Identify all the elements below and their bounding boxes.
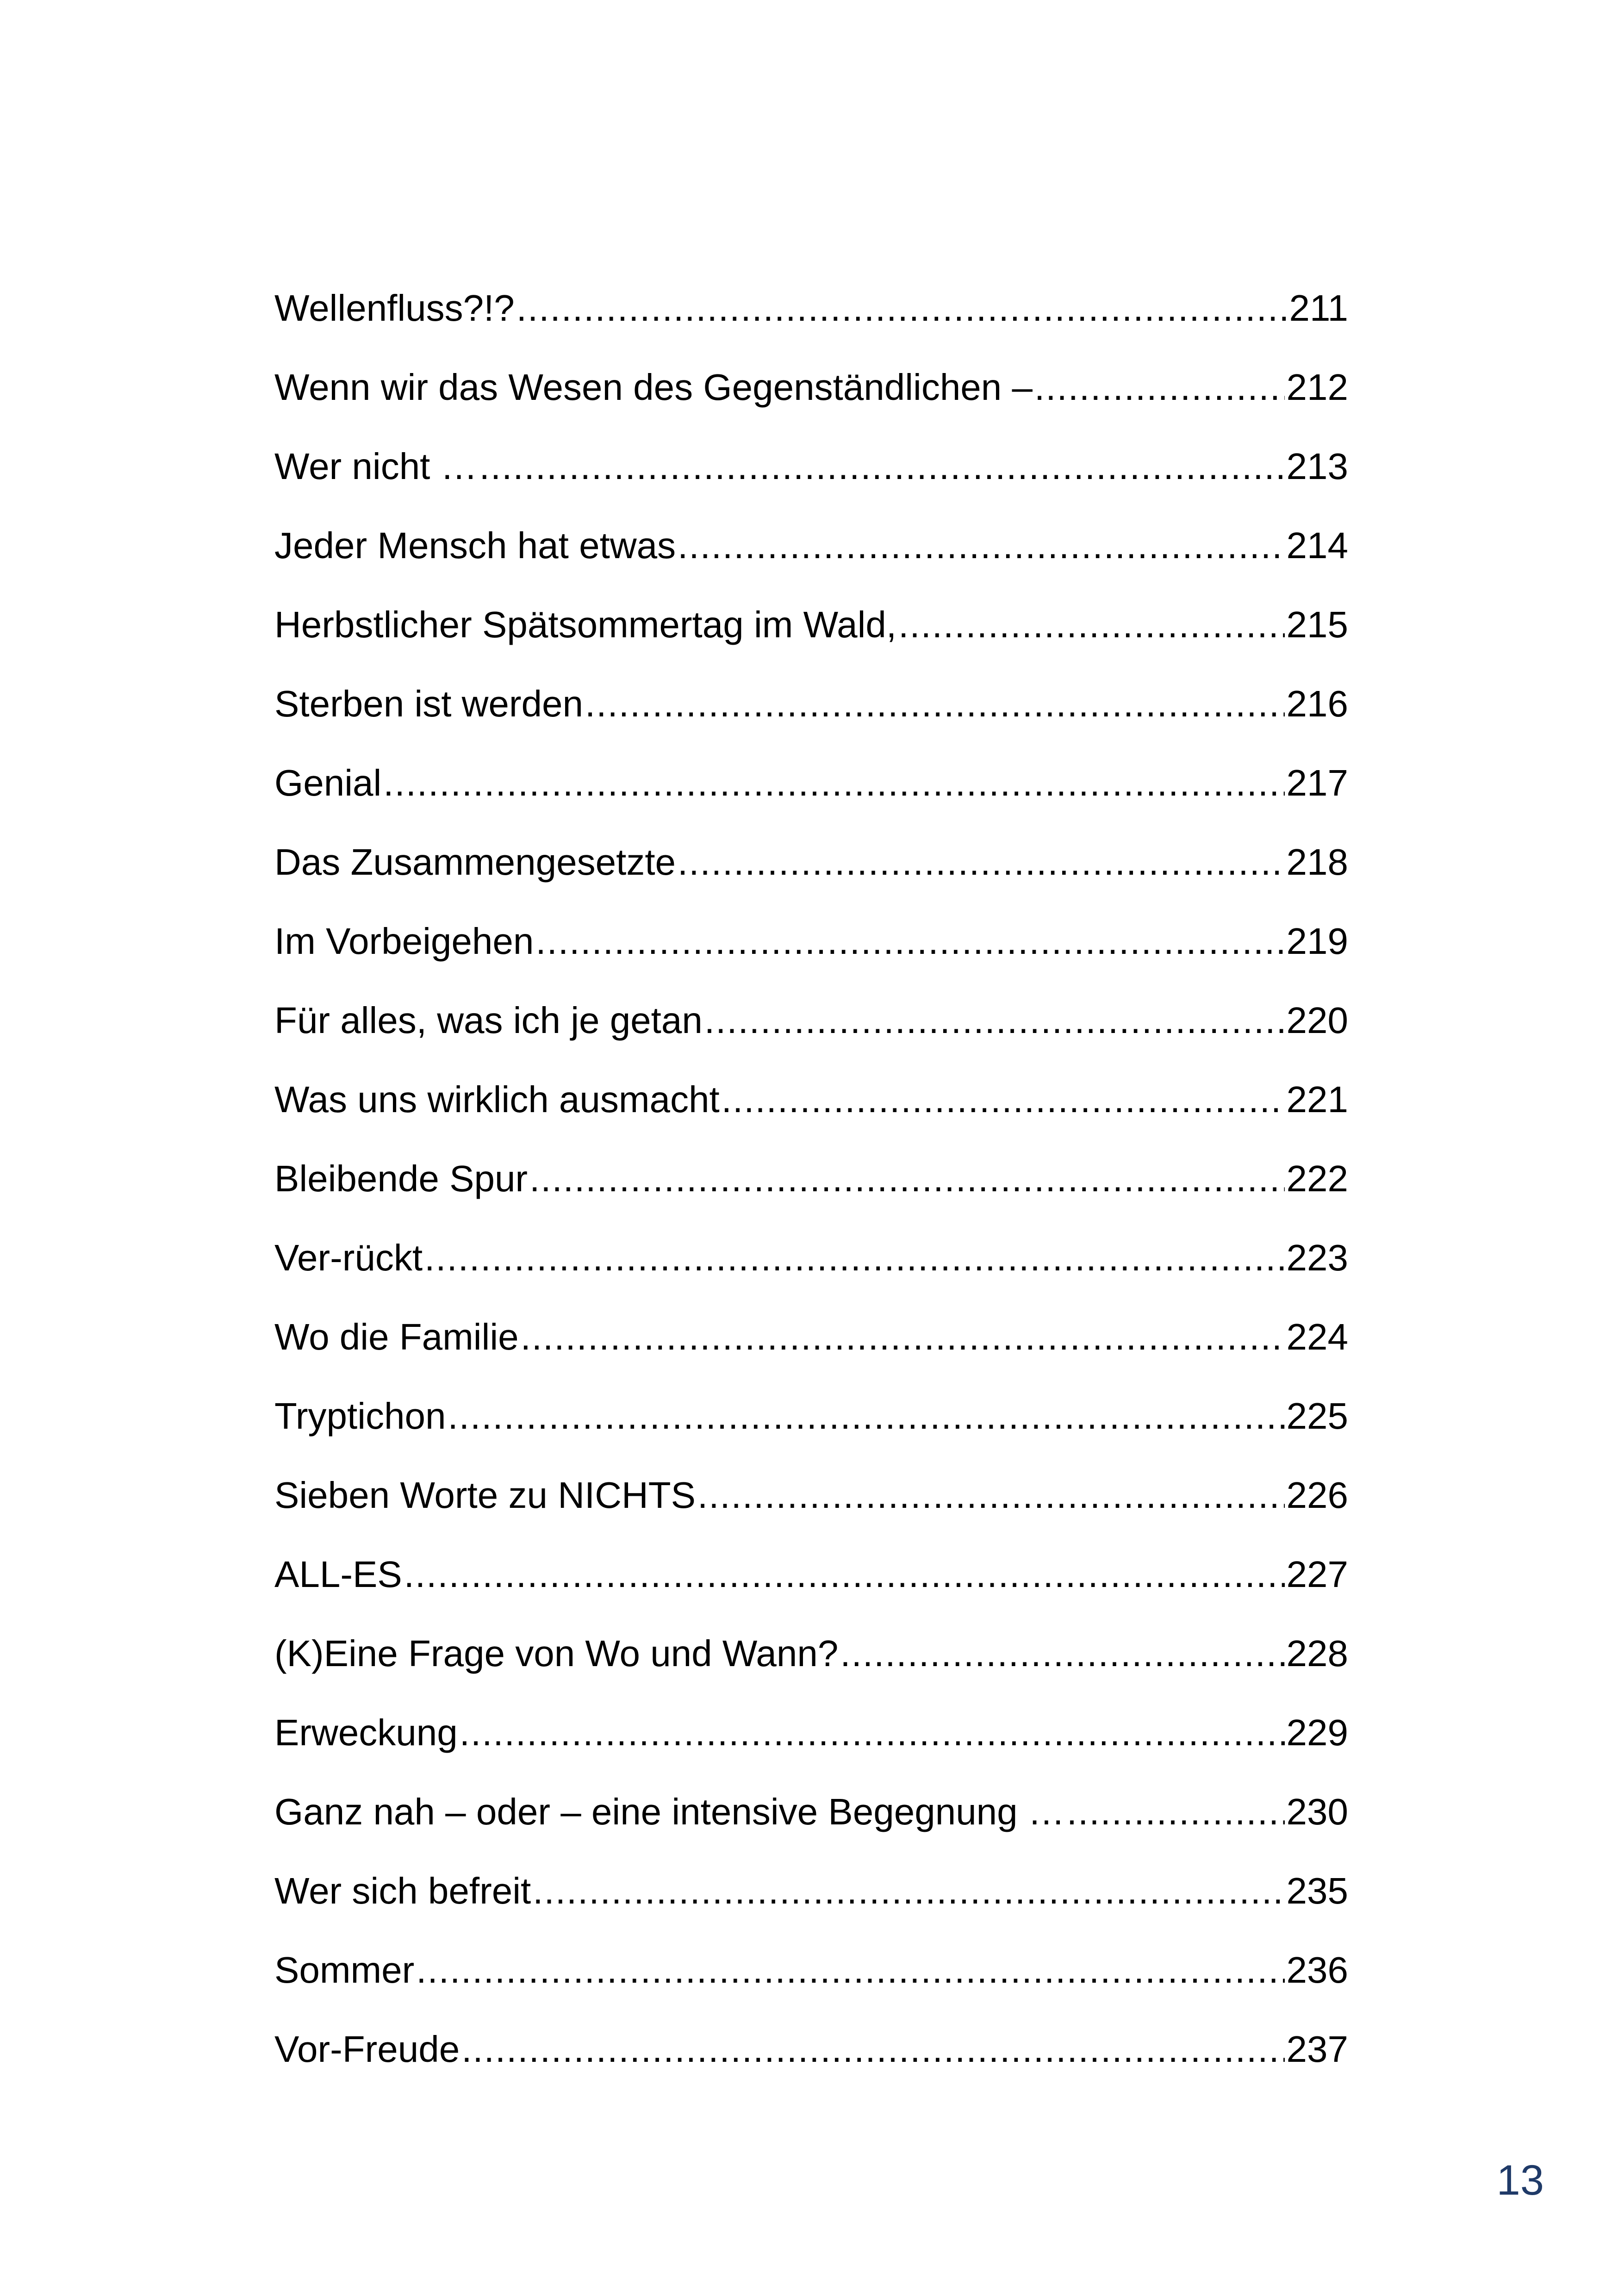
toc-entry-page: 220 (1286, 1000, 1348, 1041)
toc-entry-title: Genial (274, 762, 382, 803)
toc-entry[interactable] (274, 1614, 1348, 1693)
toc-entry-page: 235 (1286, 1870, 1348, 1911)
toc-entry-title: Jeder Mensch hat etwas (274, 525, 676, 566)
toc-entry-page: 218 (1286, 841, 1348, 883)
toc-dot-leader (678, 506, 1284, 585)
toc-entry[interactable] (274, 822, 1348, 902)
toc-entry[interactable] (274, 2010, 1348, 2089)
toc-entry-page: 222 (1286, 1158, 1348, 1199)
toc-entry-title: Für alles, was ich je getan (274, 1000, 703, 1041)
toc-entry[interactable] (274, 981, 1348, 1060)
toc-entry[interactable] (274, 1456, 1348, 1535)
toc-dot-leader (383, 743, 1284, 822)
toc-entry-page: 217 (1286, 762, 1348, 803)
toc-entry-title: Sommer (274, 1949, 415, 1991)
toc-entry-page: 230 (1286, 1791, 1348, 1832)
toc-entry[interactable] (274, 1139, 1348, 1218)
toc-entry-title: Im Vorbeigehen (274, 921, 534, 962)
toc-entry-page: 229 (1286, 1712, 1348, 1753)
toc-entry-page: 221 (1286, 1079, 1348, 1120)
toc-entry-page: 213 (1286, 446, 1348, 487)
toc-dot-leader (521, 1297, 1285, 1376)
toc-entry[interactable] (274, 506, 1348, 585)
toc-entry-page: 228 (1286, 1633, 1348, 1674)
toc-dot-leader (840, 1614, 1284, 1693)
toc-dot-leader (533, 1851, 1284, 1930)
toc-entry-page: 227 (1286, 1554, 1348, 1595)
toc-entry-title: Wenn wir das Wesen des Gegenständlichen – (274, 367, 1033, 408)
toc-dot-leader (535, 902, 1284, 981)
toc-entry[interactable] (274, 1297, 1348, 1376)
toc-dot-leader (404, 1535, 1285, 1614)
toc-dot-leader (1034, 348, 1285, 427)
toc-entry-title: Sterben ist werden (274, 683, 584, 724)
toc-entry-page: 237 (1286, 2028, 1348, 2070)
toc-dot-leader (416, 1930, 1284, 2010)
toc-entry[interactable] (274, 1930, 1348, 2010)
toc-entry-title: Vor-Freude (274, 2028, 460, 2070)
toc-entry-title: Ganz nah – oder – eine intensive Begegnung … (274, 1791, 1065, 1832)
toc-dot-leader (448, 1376, 1285, 1456)
toc-entry[interactable] (274, 1772, 1348, 1851)
toc-entry-page: 215 (1286, 604, 1348, 645)
toc-entry[interactable] (274, 1851, 1348, 1930)
toc-entry-title: Herbstlicher Spätsommertag im Wald, (274, 604, 897, 645)
toc-entry[interactable] (274, 664, 1348, 743)
toc-entry[interactable] (274, 1693, 1348, 1772)
toc-entry-title: Ver-rückt (274, 1237, 423, 1278)
toc-entry-page: 214 (1286, 525, 1348, 566)
toc-entry[interactable] (274, 1218, 1348, 1297)
toc-dot-leader (460, 1693, 1285, 1772)
toc-entry-page: 226 (1286, 1475, 1348, 1516)
toc-dot-leader (1067, 1772, 1285, 1851)
toc-entry-page: 212 (1286, 367, 1348, 408)
toc-entry-title: Bleibende Spur (274, 1158, 528, 1199)
toc-entry-title: Das Zusammengesetzte (274, 841, 676, 883)
toc-dot-leader (898, 585, 1284, 664)
toc-entry-page: 224 (1286, 1316, 1348, 1357)
toc-entry-page: 225 (1286, 1395, 1348, 1437)
toc-entry-title: Erweckung (274, 1712, 458, 1753)
toc-entry-title: Wo die Familie (274, 1316, 519, 1357)
toc-dot-leader (697, 1456, 1285, 1535)
toc-entry[interactable] (274, 1535, 1348, 1614)
toc-entry[interactable] (274, 1060, 1348, 1139)
toc-entry[interactable] (274, 585, 1348, 664)
toc-entry-title: Was uns wirklich ausmacht (274, 1079, 720, 1120)
toc-entry-page: 236 (1286, 1949, 1348, 1991)
toc-entry-title: Wer nicht … (274, 446, 478, 487)
toc-dot-leader (585, 664, 1284, 743)
toc-entry-page: 223 (1286, 1237, 1348, 1278)
toc-entry-title: Tryptichon (274, 1395, 446, 1437)
toc-dot-leader (479, 427, 1285, 506)
toc-entry[interactable] (274, 348, 1348, 427)
toc-dot-leader (461, 2010, 1284, 2089)
toc-entry-page: 211 (1289, 287, 1348, 329)
toc-entry-title: Wer sich befreit (274, 1870, 531, 1911)
toc-entry[interactable] (274, 743, 1348, 822)
toc-dot-leader (529, 1139, 1284, 1218)
toc-entry[interactable] (274, 1376, 1348, 1456)
toc-entry-title: Wellenfluss?!? (274, 287, 515, 329)
toc-entry-page: 216 (1286, 683, 1348, 724)
toc-entry-title: ALL-ES (274, 1554, 402, 1595)
toc-entry-title: Sieben Worte zu NICHTS (274, 1475, 696, 1516)
table-of-contents (274, 268, 1348, 2089)
toc-dot-leader (424, 1218, 1284, 1297)
toc-dot-leader (722, 1060, 1285, 1139)
toc-entry-title: (K)Eine Frage von Wo und Wann? (274, 1633, 839, 1674)
toc-entry[interactable] (274, 268, 1348, 348)
toc-entry[interactable] (274, 902, 1348, 981)
toc-dot-leader (678, 822, 1284, 902)
toc-dot-leader (704, 981, 1285, 1060)
toc-entry-page: 219 (1286, 921, 1348, 962)
page-number: 13 (1496, 2157, 1544, 2204)
toc-entry[interactable] (274, 427, 1348, 506)
toc-dot-leader (517, 268, 1288, 348)
